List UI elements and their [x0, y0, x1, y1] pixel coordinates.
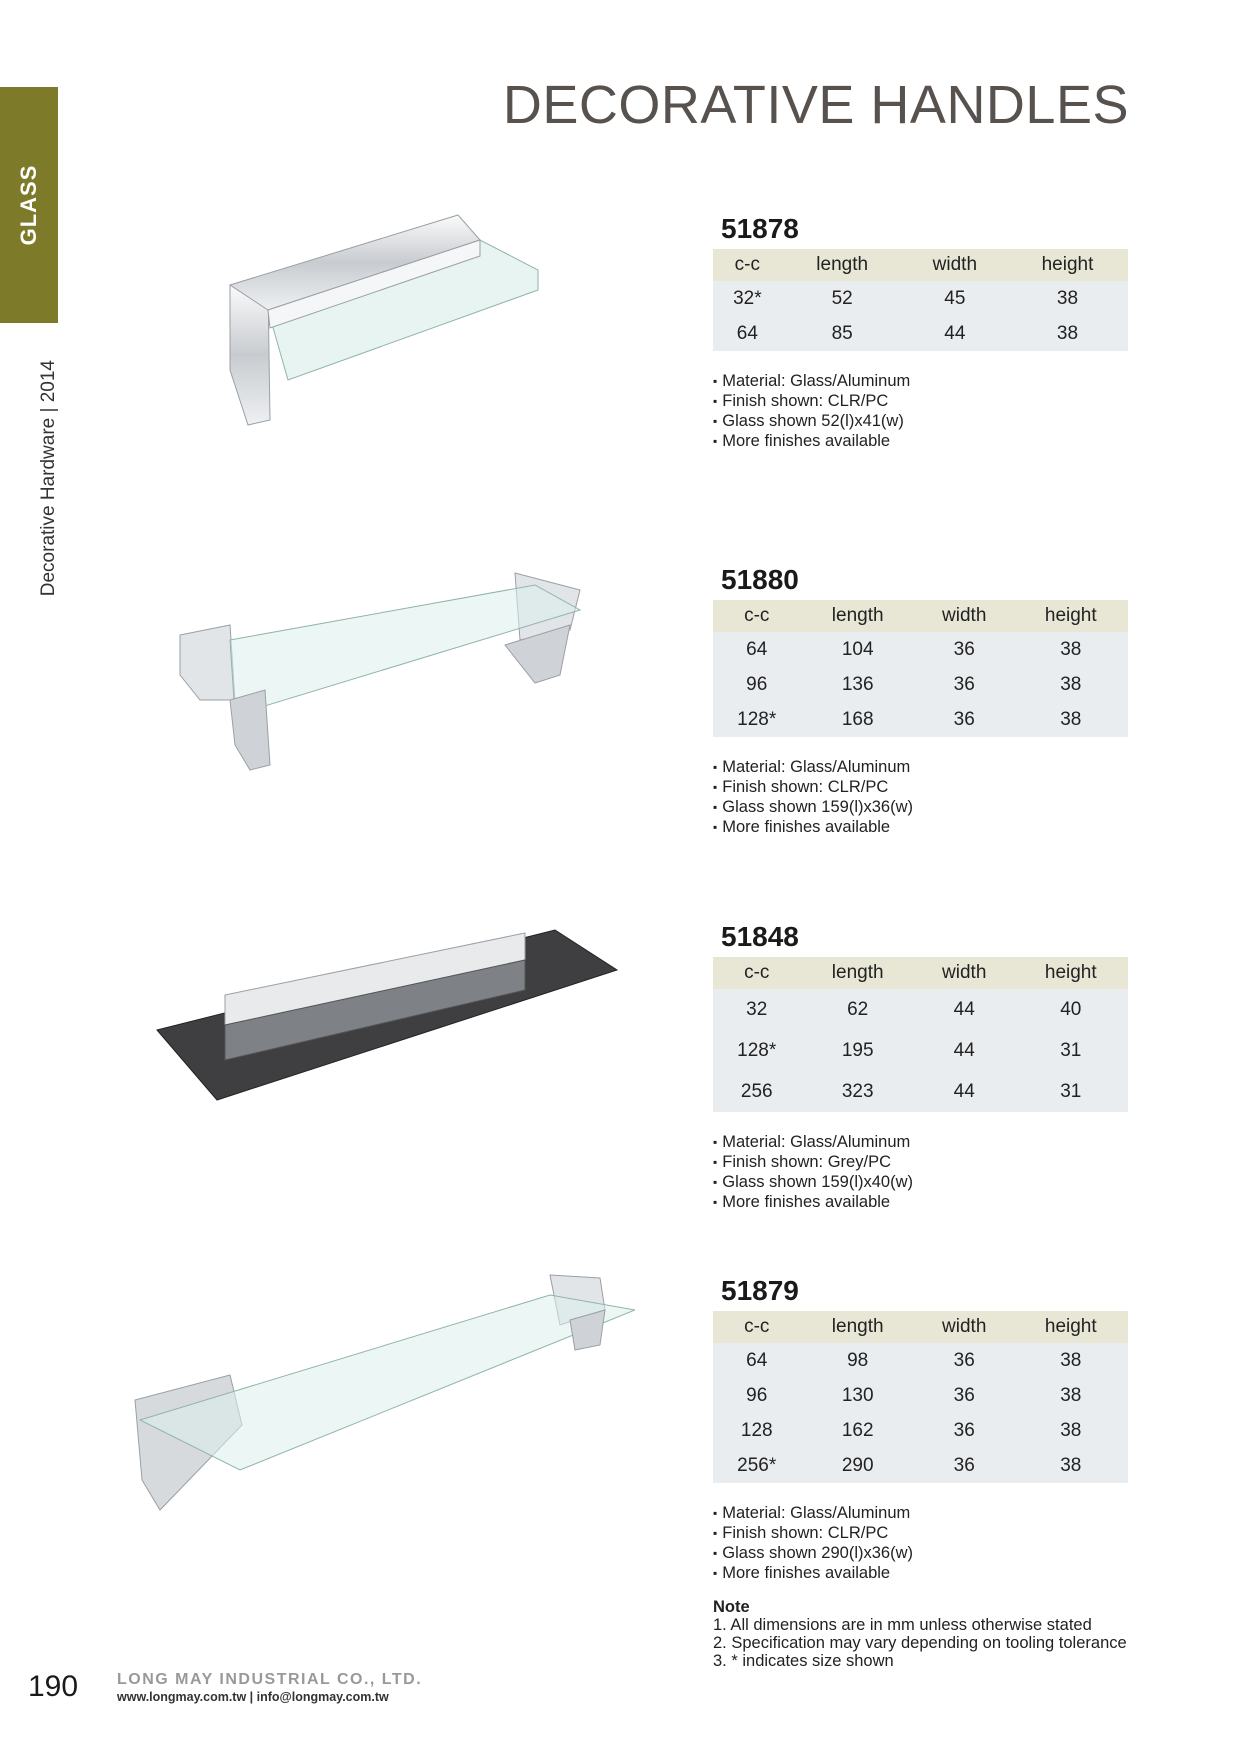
note-block — [713, 1598, 1127, 1670]
cell: 44 — [903, 316, 1007, 351]
list-item: ▪ Material: Glass/Aluminum — [713, 1132, 1128, 1152]
product-code: 51848 — [721, 921, 799, 952]
note-title: Note — [713, 1598, 750, 1616]
list-item: ▪ Finish shown: CLR/PC — [713, 391, 1128, 411]
cell: 96 — [713, 667, 800, 702]
col-length: length — [800, 600, 914, 632]
col-cc: c-c — [713, 957, 800, 989]
cell: 36 — [915, 1378, 1014, 1413]
cell: 38 — [1014, 1378, 1128, 1413]
cell: 136 — [800, 667, 914, 702]
product-image-51879 — [130, 1270, 635, 1520]
cell: 98 — [800, 1343, 914, 1378]
table-row — [713, 1378, 1128, 1413]
col-width: width — [915, 957, 1014, 989]
cell: 64 — [713, 632, 800, 667]
product-code: 51879 — [721, 1275, 799, 1306]
col-length: length — [800, 957, 914, 989]
product-image-51848 — [155, 925, 625, 1105]
spec-table — [713, 957, 1128, 1112]
cell: 36 — [915, 1413, 1014, 1448]
cell: 128* — [713, 1030, 800, 1071]
list-item: ▪ Finish shown: Grey/PC — [713, 1152, 1128, 1172]
list-item: ▪ Glass shown 159(l)x36(w) — [713, 797, 1128, 817]
page-title: DECORATIVE HANDLES — [502, 75, 1129, 135]
table-row — [713, 1343, 1128, 1378]
cell: 36 — [915, 667, 1014, 702]
cell: 256 — [713, 1071, 800, 1112]
cell: 40 — [1014, 989, 1128, 1030]
page-number: 190 — [28, 1670, 79, 1703]
col-height: height — [1014, 1311, 1128, 1343]
list-item: ▪ Glass shown 290(l)x36(w) — [713, 1543, 1128, 1563]
list-item: ▪ More finishes available — [713, 1192, 1128, 1212]
col-length: length — [800, 1311, 914, 1343]
table-row — [713, 281, 1128, 316]
cell: 38 — [1007, 316, 1128, 351]
cell: 128* — [713, 702, 800, 737]
note-item: 3. * indicates size shown — [713, 1652, 894, 1670]
cell: 195 — [800, 1030, 914, 1071]
col-cc: c-c — [713, 1311, 800, 1343]
product-code: 51878 — [721, 213, 799, 244]
table-row — [713, 702, 1128, 737]
col-length: length — [782, 249, 903, 281]
cell: 162 — [800, 1413, 914, 1448]
list-item: ▪ Material: Glass/Aluminum — [713, 371, 1128, 391]
col-width: width — [915, 600, 1014, 632]
catalog-label: Decorative Hardware | 2014 — [38, 360, 59, 597]
cell: 64 — [713, 1343, 800, 1378]
cell: 36 — [915, 1343, 1014, 1378]
contact-info: www.longmay.com.tw | info@longmay.com.tw — [117, 1690, 389, 1704]
product-51880 — [713, 564, 1128, 837]
cell: 36 — [915, 1448, 1014, 1483]
list-item: ▪ Finish shown: CLR/PC — [713, 1523, 1128, 1543]
note-item: 1. All dimensions are in mm unless otherwise stated — [713, 1616, 1092, 1634]
cell: 168 — [800, 702, 914, 737]
cell: 62 — [800, 989, 914, 1030]
list-item: ▪ More finishes available — [713, 431, 1128, 451]
company-name: LONG MAY INDUSTRIAL CO., LTD. — [117, 1671, 423, 1688]
cell: 323 — [800, 1071, 914, 1112]
table-row — [713, 1448, 1128, 1483]
list-item: ▪ More finishes available — [713, 817, 1128, 837]
cell: 44 — [915, 1030, 1014, 1071]
cell: 104 — [800, 632, 914, 667]
list-item: ▪ Material: Glass/Aluminum — [713, 1503, 1128, 1523]
feature-list — [713, 757, 1128, 837]
cell: 38 — [1014, 632, 1128, 667]
list-item: ▪ Glass shown 52(l)x41(w) — [713, 411, 1128, 431]
cell: 130 — [800, 1378, 914, 1413]
cell: 128 — [713, 1413, 800, 1448]
product-code: 51880 — [721, 564, 799, 595]
cell: 31 — [1014, 1071, 1128, 1112]
product-51878 — [713, 213, 1128, 451]
col-width: width — [903, 249, 1007, 281]
table-row — [713, 1071, 1128, 1112]
cell: 36 — [915, 632, 1014, 667]
col-height: height — [1014, 957, 1128, 989]
product-image-51878 — [218, 210, 548, 430]
spec-table — [713, 600, 1128, 737]
col-height: height — [1007, 249, 1128, 281]
table-row — [713, 632, 1128, 667]
product-51848 — [713, 921, 1128, 1212]
col-height: height — [1014, 600, 1128, 632]
list-item: ▪ More finishes available — [713, 1563, 1128, 1583]
table-row — [713, 989, 1128, 1030]
cell: 44 — [915, 989, 1014, 1030]
feature-list — [713, 371, 1128, 451]
cell: 64 — [713, 316, 782, 351]
col-cc: c-c — [713, 249, 782, 281]
cell: 38 — [1014, 1413, 1128, 1448]
col-cc: c-c — [713, 600, 800, 632]
spec-table — [713, 249, 1128, 351]
feature-list — [713, 1132, 1128, 1212]
cell: 38 — [1007, 281, 1128, 316]
list-item: ▪ Finish shown: CLR/PC — [713, 777, 1128, 797]
table-row — [713, 667, 1128, 702]
cell: 38 — [1014, 702, 1128, 737]
spec-table — [713, 1311, 1128, 1483]
section-tab-label: GLASS — [16, 164, 41, 246]
col-width: width — [915, 1311, 1014, 1343]
cell: 290 — [800, 1448, 914, 1483]
cell: 36 — [915, 702, 1014, 737]
cell: 44 — [915, 1071, 1014, 1112]
cell: 32* — [713, 281, 782, 316]
feature-list — [713, 1503, 1128, 1583]
table-row — [713, 1030, 1128, 1071]
list-item: ▪ Glass shown 159(l)x40(w) — [713, 1172, 1128, 1192]
cell: 45 — [903, 281, 1007, 316]
cell: 52 — [782, 281, 903, 316]
table-row — [713, 316, 1128, 351]
cell: 85 — [782, 316, 903, 351]
product-image-51880 — [175, 565, 600, 775]
cell: 32 — [713, 989, 800, 1030]
cell: 96 — [713, 1378, 800, 1413]
cell: 256* — [713, 1448, 800, 1483]
cell: 38 — [1014, 1343, 1128, 1378]
cell: 38 — [1014, 667, 1128, 702]
table-row — [713, 1413, 1128, 1448]
cell: 31 — [1014, 1030, 1128, 1071]
product-51879 — [713, 1275, 1128, 1583]
cell: 38 — [1014, 1448, 1128, 1483]
note-item: 2. Specification may vary depending on tooling tolerance — [713, 1634, 1127, 1652]
list-item: ▪ Material: Glass/Aluminum — [713, 757, 1128, 777]
